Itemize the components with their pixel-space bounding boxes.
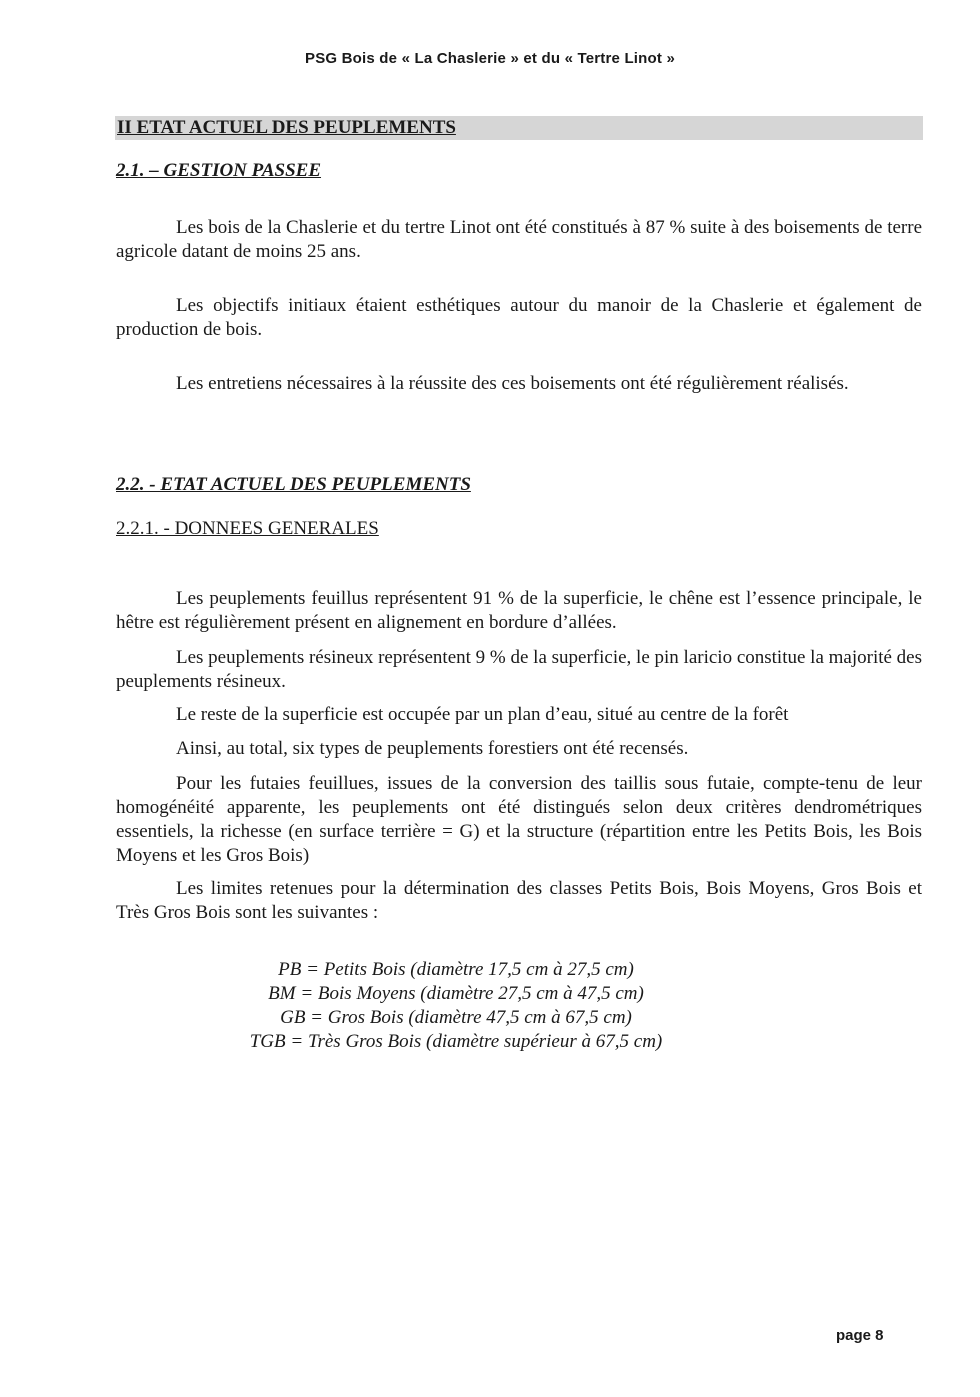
definition-line: TGB = Très Gros Bois (diamètre supérieur à 67,5 cm) <box>249 1031 663 1052</box>
heading-2-1: 2.1. – GESTION PASSEE <box>116 160 322 181</box>
section-title-band <box>115 116 923 140</box>
paragraph: Les limites retenues pour la détermination des classes Petits Bois, Bois Moyens, Gros Bois et Très Gros Bois sont les suivantes : <box>116 878 922 923</box>
size-class-definitions <box>0 958 912 1054</box>
definition-line: PB = Petits Bois (diamètre 17,5 cm à 27,5 cm) <box>278 959 634 980</box>
section-title: II ETAT ACTUEL DES PEUPLEMENTS <box>117 117 456 138</box>
paragraph: Pour les futaies feuillues, issues de la conversion des taillis sous futaie, compte-tenu de leur homogénéité apparente, les peuplements ont été distingués selon deux critères dendrométriques essentiels, la richesse (en surface terrière = G) et la structure (répartition entre les Petits Bois, les Bois Moyens et les Gros Bois) <box>116 773 922 866</box>
heading-2-2: 2.2. - ETAT ACTUEL DES PEUPLEMENTS <box>116 474 471 495</box>
paragraph: Les objectifs initiaux étaient esthétiques autour du manoir de la Chaslerie et également de production de bois. <box>116 295 922 340</box>
page-number: page 8 <box>836 1327 884 1344</box>
paragraph: Les bois de la Chaslerie et du tertre Linot ont été constitués à 87 % suite à des boisements de terre agricole datant de moins 25 ans. <box>116 217 922 262</box>
page-header: PSG Bois de « La Chaslerie » et du « Tertre Linot » <box>304 50 676 67</box>
paragraph: Les peuplements résineux représentent 9 % de la superficie, le pin laricio constitue la majorité des peuplements résineux. <box>116 647 923 692</box>
paragraph: Les peuplements feuillus représentent 91 % de la superficie, le chêne est l’essence principale, le hêtre est régulièrement présent en alignement en bordure d’allées. <box>116 588 922 633</box>
definition-line: GB = Gros Bois (diamètre 47,5 cm à 67,5 cm) <box>280 1007 632 1028</box>
paragraph: Les entretiens nécessaires à la réussite des ces boisements ont été régulièrement réalisés. <box>176 373 849 394</box>
paragraph: Ainsi, au total, six types de peuplements forestiers ont été recensés. <box>176 738 689 759</box>
definition-line: BM = Bois Moyens (diamètre 27,5 cm à 47,5 cm) <box>268 983 644 1004</box>
heading-2-2-1: 2.2.1. - DONNEES GENERALES <box>116 518 379 539</box>
paragraph: Le reste de la superficie est occupée par un plan d’eau, situé au centre de la forêt <box>176 704 789 725</box>
